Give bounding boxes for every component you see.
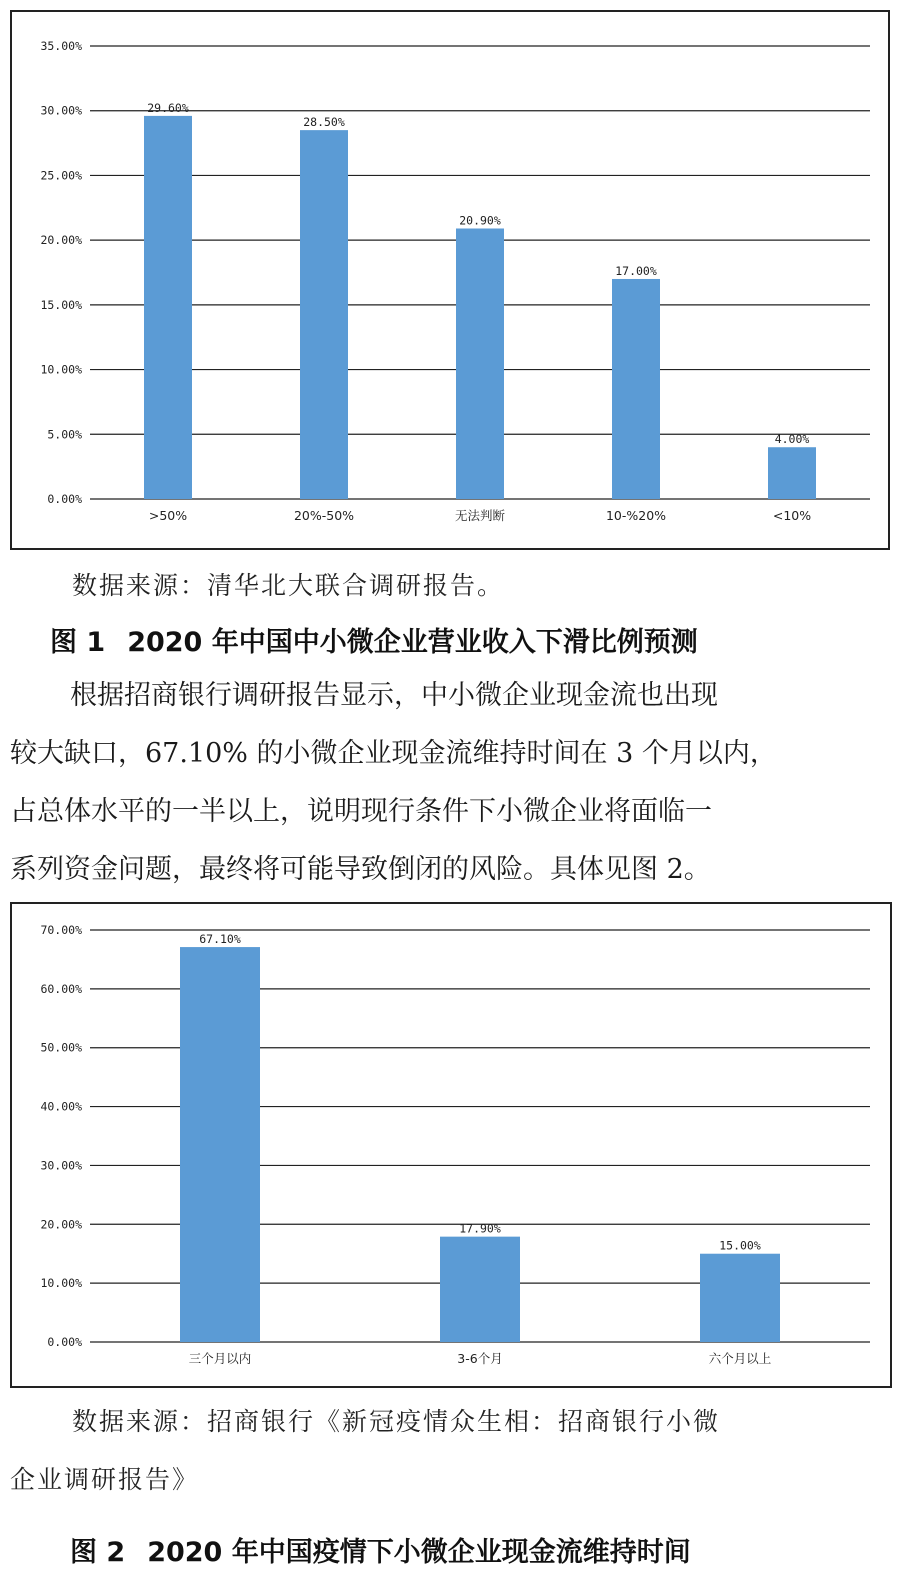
figure-2-source-line-2: 企业调研报告》 [10,1465,200,1494]
fig2-data-label: 67.10% [199,932,241,947]
figure-2-caption [70,1530,691,1569]
fig1-y-tick-label: 5.00% [47,427,82,442]
paragraph-line: 根据招商银行调研报告显示，中小微企业现金流也出现 [70,680,718,711]
fig1-category-label: <10% [772,508,812,523]
fig1-data-label: 17.00% [615,263,657,278]
fig1-data-label: 29.60% [147,100,189,115]
fig2-category-label: 三个月以内 [188,1351,252,1366]
fig1-data-label: 4.00% [774,432,810,447]
figure-1-svg [12,12,888,548]
fig2-y-tick-label: 30.00% [40,1158,82,1173]
fig2-y-tick-label: 70.00% [40,923,82,937]
body-paragraph [10,667,910,899]
fig2-category-label: 3-6个月 [457,1351,503,1366]
figure-1-number: 图 1 [50,627,106,658]
fig1-y-tick-label: 15.00% [40,297,82,312]
figure-1-chart [10,10,890,550]
fig2-bar [180,947,260,1342]
fig2-y-tick-label: 0.00% [47,1335,82,1349]
figure-2-svg [12,904,890,1386]
fig1-y-tick-label: 30.00% [40,103,82,118]
fig1-y-tick-label: 20.00% [40,233,82,248]
figure-1-source: 数据来源：清华北大联合调研报告。 [72,571,505,600]
fig1-category-label: >50% [148,508,188,523]
figure-1-caption [50,620,698,659]
paragraph-line: 较大缺口，67.10% 的小微企业现金流维持时间在 3 个月以内， [10,738,777,769]
fig2-bar [700,1254,780,1342]
fig1-category-label: 无法判断 [454,508,506,523]
fig1-bar [612,279,660,499]
fig1-y-tick-label: 0.00% [47,492,82,506]
fig1-bar [768,447,816,499]
figure-1-title: 2020 年中国中小微企业营业收入下滑比例预测 [127,627,698,658]
figure-2-chart [10,902,892,1388]
fig1-y-tick-label: 35.00% [40,39,82,53]
fig2-data-label: 15.00% [719,1238,761,1253]
fig1-bar [456,228,504,499]
fig2-category-label: 六个月以上 [708,1351,772,1366]
fig2-data-label: 17.90% [459,1221,501,1236]
fig1-data-label: 20.90% [459,213,501,228]
fig2-bar [440,1237,520,1342]
figure-2-title: 2020 年中国疫情下小微企业现金流维持时间 [147,1537,691,1568]
fig2-y-tick-label: 60.00% [40,981,82,996]
figure-2-number: 图 2 [70,1537,126,1568]
fig1-y-tick-label: 10.00% [40,362,82,377]
fig2-y-tick-label: 40.00% [40,1099,82,1114]
fig1-bar [300,130,348,499]
fig2-y-tick-label: 10.00% [40,1276,82,1291]
fig1-data-label: 28.50% [303,115,345,130]
fig1-category-label: 10-%20% [605,508,667,523]
fig2-y-tick-label: 50.00% [40,1040,82,1055]
fig1-category-label: 20%-50% [293,508,355,523]
fig2-y-tick-label: 20.00% [40,1217,82,1232]
paragraph-line: 占总体水平的一半以上，说明现行条件下小微企业将面临一 [10,796,712,827]
paragraph-line: 系列资金问题，最终将可能导致倒闭的风险。具体见图 2。 [10,854,711,885]
figure-2-source-line-1: 数据来源：招商银行《新冠疫情众生相：招商银行小微 [72,1407,721,1436]
fig1-bar [144,116,192,499]
fig1-y-tick-label: 25.00% [40,168,82,183]
